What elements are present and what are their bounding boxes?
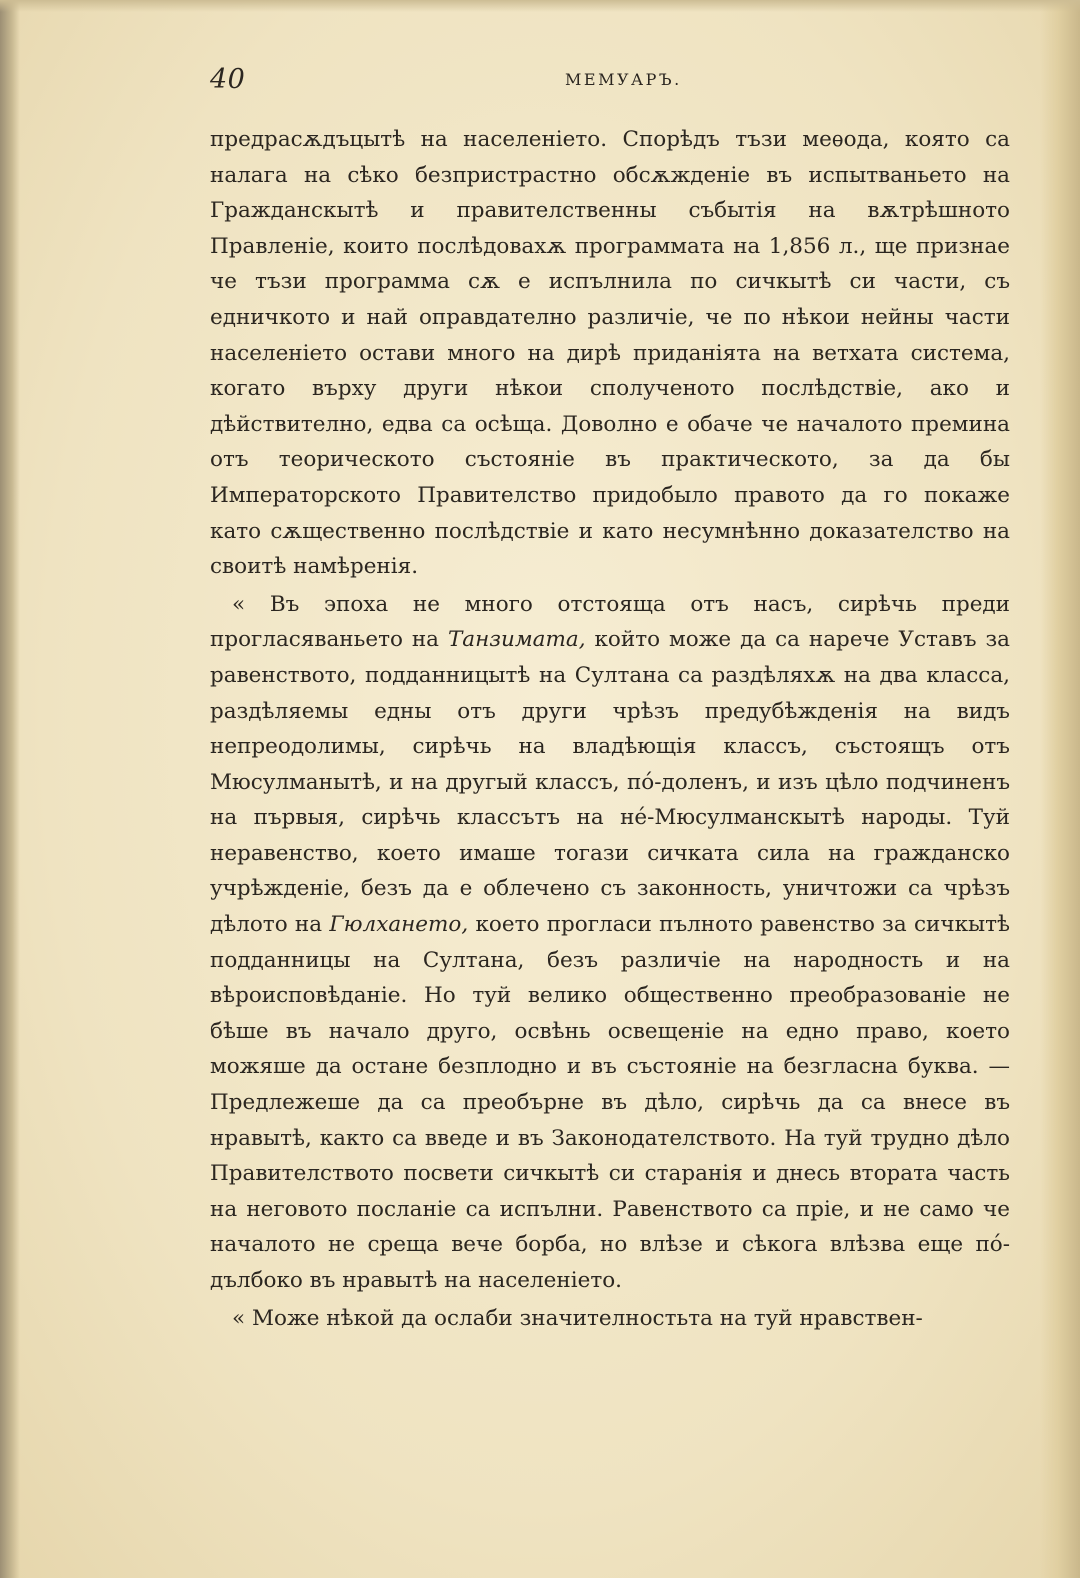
text-run: който може да са нарече Уставъ за равенството, подданницытѣ на Султана са раздѣляхѫ на два класса, раздѣляемы едны отъ други чрѣзъ предубѣжденія на видъ непреодолимы, сирѣчь на владѣющія классъ, състоящъ отъ Мюсулманытѣ, и на другый классъ, по́-доленъ, и изъ цѣло подчиненъ на първыя, сирѣчь классътъ на не́-Мюсулманскытѣ народы. Туй неравенство, което имаше тогази сичката сила на гражданско учрѣжденіе, безъ да е облечено съ законность, уничтожи са чрѣзъ дѣлото на [210,627,1010,938]
paragraph [210,1301,1010,1337]
paragraph [210,587,1010,1299]
text-run: което прогласи пълното равенство за сичкытѣ подданницы на Султана, безъ различіе на народность и на вѣроисповѣданіе. Но туй велико общественно преобразованіе не бѣше въ начало друго, освѣнь освещеніе на едно право, което можяше да остане безплодно и въ състояніе на безгласна буква. — Предлежеше да са преобърне въ дѣло, сирѣчь да са внесе въ нравытѣ, както са введе и въ Законодателството. На туй трудно дѣло Правителството посвети сичкытѣ си старанія и днесь втората часть на неговото посланіе са испълни. Равенството са пріе, и не само че началото не среща вече борба, но влѣзе и сѣкога влѣзва еще по́-дълбоко въ нравытѣ на населеніето. [210,912,1010,1293]
page-header [210,64,990,98]
page-number: 40 [210,64,246,95]
body-text [210,122,1010,1336]
scan-shadow-right [1040,0,1080,1578]
text-run: « Въ эпоха не много отстояща отъ насъ, сирѣчь преди прогласяваньето на [210,591,1010,653]
scan-shadow-top [0,0,1080,12]
paragraph [210,122,1010,585]
text-run: « Може нѣкой да ослаби значителностьта на туй нравствен- [232,1305,923,1331]
running-title: МЕМУАРЪ. [565,70,682,89]
italic-term-gulhane: Гюлхането, [329,912,469,938]
italic-term-tanzimat: Танзимата, [447,627,586,653]
scan-shadow-left [0,0,20,1578]
text-run: предрасѫдъцытѣ на населеніето. Спорѣдъ тъзи меѳода, която са налага на сѣко безпристрастно обсѫжденіе въ испытваньето на Гражданскытѣ и правителственны събытія на вѫтрѣшното Правленіе, които послѣдовахѫ программата на 1,856 л., ще признае че тъзи программа сѫ е испълнила по сичкытѣ си части, съ едничкото и най оправдателно различіе, че по нѣкои нейны части населеніето остави много на дирѣ приданіята на ветхата система, когато върху други нѣкои сполученото послѣдствіе, ако и дѣйствително, едва са осѣща. Доволно е обаче че началото премина отъ теорическото състояніе въ практическото, за да бы Императорското Правителство придобыло правото да го покаже като сѫщественно послѣдствіе и като несумнѣнно доказателство на своитѣ намѣренія. [210,127,1010,580]
